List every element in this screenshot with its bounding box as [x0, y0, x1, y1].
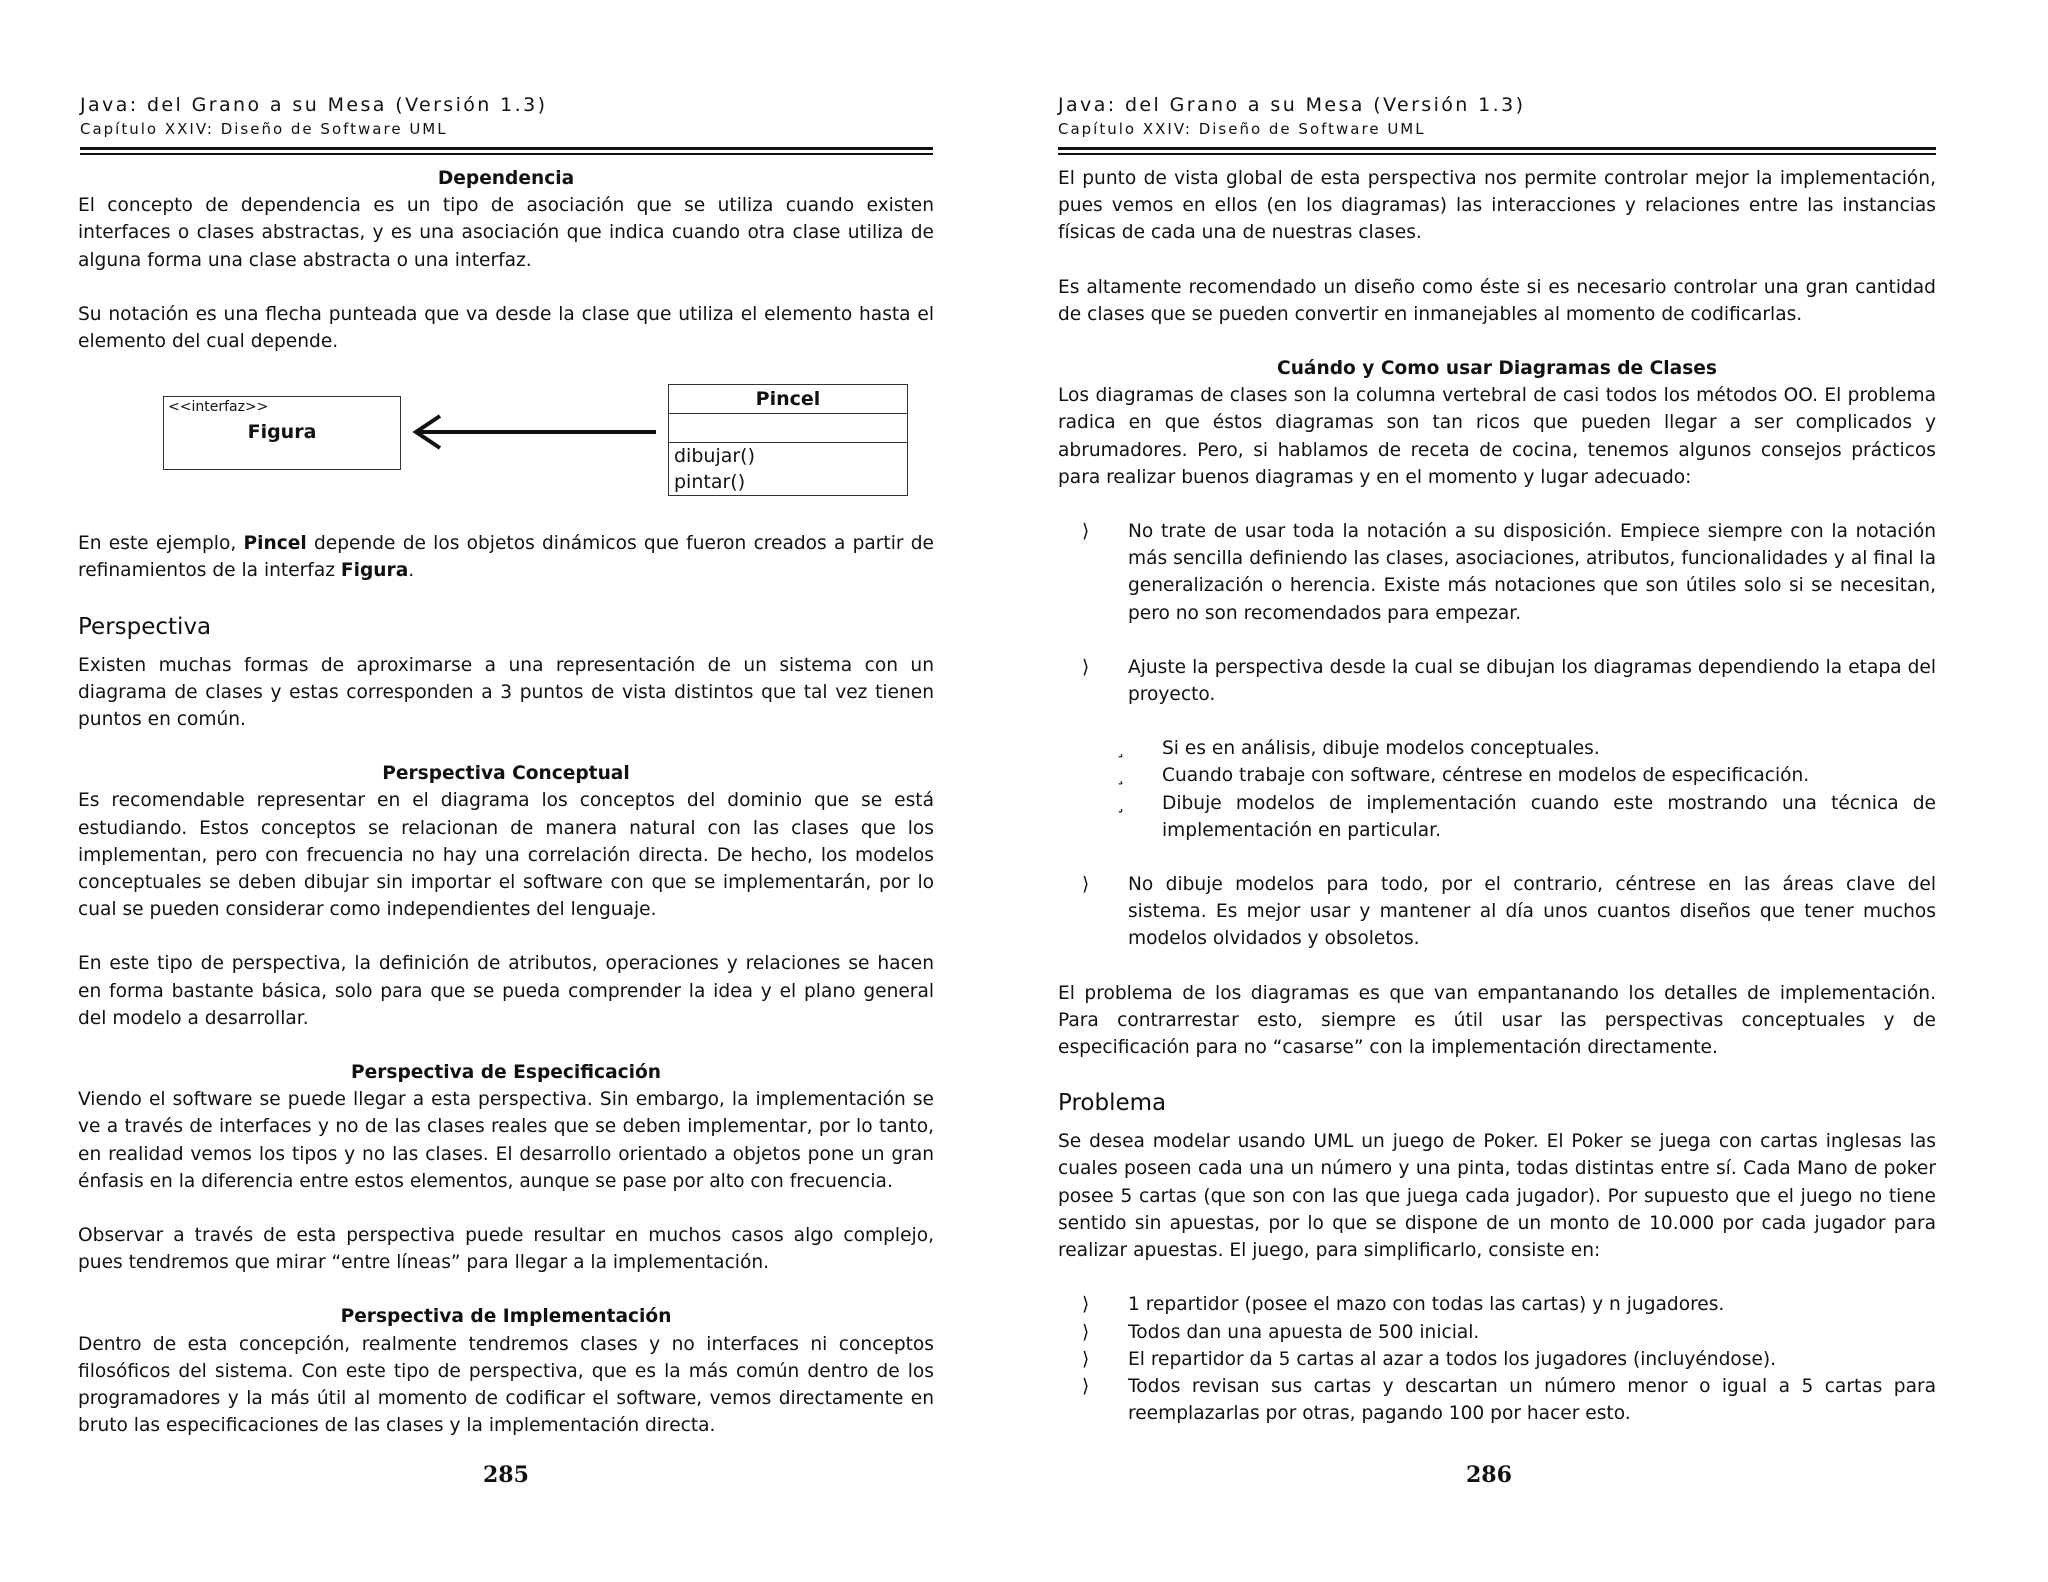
game-steps-list: [1058, 1291, 1936, 1427]
sub-bullet-marker: ¸: [1116, 738, 1126, 760]
bullet-marker: ⟩: [1082, 1348, 1090, 1370]
list-item-text: Dibuje modelos de implementación cuando este mostrando una técnica de implementación en particular.: [1162, 792, 1936, 841]
paragraph: Dentro de esta concepción, realmente tendremos clases y no interfaces ni conceptos filosóficos del sistema. Con este tipo de perspectiva, que es la más común dentro de los programadores y la más útil al momento de codificar el software, vemos directamente en bruto las especificaciones de las clases y la implementación directa.: [78, 1333, 934, 1437]
bullet-marker: ⟩: [1082, 874, 1090, 896]
bullet-marker: ⟩: [1082, 521, 1090, 543]
list-item: [1058, 790, 1936, 844]
pincel-class-name: Pincel: [669, 385, 907, 414]
paragraph: El concepto de dependencia es un tipo de asociación que se utiliza cuando existen interfaces o clases abstractas, y es una asociación que indica cuando otra clase utiliza de alguna forma una clase abstracta o una interfaz.: [78, 195, 934, 271]
header-rule: [80, 147, 933, 150]
perspective-sublist: [1058, 735, 1936, 844]
paragraph: Observar a través de esta perspectiva puede resultar en muchos casos algo complejo, pues tendremos que mirar “entre líneas” para llegar a la implementación.: [78, 1225, 934, 1274]
paragraph: Es recomendable representar en el diagrama los conceptos del dominio que se está estudiando. Estos conceptos se relacionan de manera natural con las clases que los implementan, pero con frecuencia no hay una correlación directa. De hecho, los modelos conceptuales se deben dibujar sin importar el software con que se implementarán, por lo cual se pueden considerar como independientes del lenguaje.: [78, 790, 934, 921]
text-run: depende de los objetos dinámicos que fueron creados a partir de refinamientos de la interfaz: [78, 533, 934, 582]
book-title: Java: del Grano a su Mesa (Versión 1.3): [1058, 94, 1526, 116]
bullet-marker: ⟩: [1082, 1294, 1090, 1316]
section-heading: Perspectiva de Implementación: [340, 1306, 672, 1328]
list-item: [1058, 1319, 1936, 1346]
paragraph: Existen muchas formas de aproximarse a una representación de un sistema con un diagrama de clases y estas corresponden a 3 puntos de vista distintos que tal vez tienen puntos en común.: [78, 654, 934, 731]
right-content: [1058, 165, 1936, 1427]
page-number: 286: [1466, 1462, 1512, 1488]
advice-list: [1058, 518, 1936, 708]
paragraph: Se desea modelar usando UML un juego de Poker. El Poker se juega con cartas inglesas las cuales poseen cada una un número y una pinta, todas distintas entre sí. Cada Mano de poker posee 5 cartas (que son con las que juega cada jugador). Por supuesto que el juego no tiene sentido sin apuestas, por lo que se dispone de un monto de 10.000 por cada jugador para realizar apuestas. El juego, para simplificarlo, consiste en:: [1058, 1131, 1936, 1262]
list-item: [1058, 1291, 1936, 1318]
list-item-text: Todos dan una apuesta de 500 inicial.: [1128, 1321, 1480, 1343]
left-content: [78, 165, 934, 1467]
section-title: Problema: [1058, 1090, 1167, 1117]
pincel-class-box: [668, 384, 908, 496]
paragraph: Viendo el software se puede llegar a esta perspectiva. Sin embargo, la implementación se ve a través de interfaces y no de las clases reales que se deben implementar, por lo tanto, en realidad vemos los tipos y no las clases. El desarrollo orientado a objetos pone un gran énfasis en la diferencia entre estos elementos, aunque se pase por alto con frecuencia.: [78, 1089, 934, 1192]
figura-interface-box: [163, 396, 401, 470]
section-heading: Cuándo y Como usar Diagramas de Clases: [1277, 358, 1717, 380]
paragraph: El problema de los diagramas es que van empantanando los detalles de implementación. Para contrarrestar esto, siempre es útil usar las perspectivas conceptuales y de especificación para no “casarse” con la implementación directamente.: [1058, 982, 1936, 1059]
header-rule: [80, 153, 933, 155]
paragraph: [78, 530, 934, 584]
bullet-marker: ⟩: [1082, 656, 1090, 678]
list-item: [1058, 735, 1936, 762]
chapter-title: Capítulo XXIV: Diseño de Software UML: [1058, 120, 1426, 138]
paragraph: Los diagramas de clases son la columna vertebral de casi todos los métodos OO. El problema radica en que éstos diagramas son tan ricos que pueden llegar a ser complicados y abrumadores. Pero, si hablamos de receta de cocina, tenemos algunos consejos prácticos para realizar buenos diagramas y en el momento y lugar adecuado:: [1058, 385, 1936, 488]
pincel-operation: dibujar(): [674, 445, 756, 468]
section-heading: Perspectiva de Especificación: [350, 1062, 662, 1084]
stereotype-label: <<interfaz>>: [168, 399, 269, 416]
header-rule: [1058, 153, 1936, 155]
bullet-marker: ⟩: [1082, 1321, 1090, 1343]
book-title: Java: del Grano a su Mesa (Versión 1.3): [80, 94, 548, 116]
figura-class-name: Figura: [247, 421, 317, 444]
header-rule: [1058, 147, 1936, 150]
list-item-text: No trate de usar toda la notación a su disposición. Empiece siempre con la notación más sencilla definiendo las clases, asociaciones, atributos, funcionalidades y al final la generalización o herencia. Existe más notaciones que son útiles solo si se necesitan, pero no son recomendados para empezar.: [1128, 521, 1936, 624]
list-item-text: El repartidor da 5 cartas al azar a todos los jugadores (incluyéndose).: [1128, 1348, 1777, 1370]
paragraph: Es altamente recomendado un diseño como éste si es necesario controlar una gran cantidad de clases que se pueden convertir en inmanejables al momento de codificarlas.: [1058, 276, 1936, 325]
pincel-operation: pintar(): [674, 471, 746, 494]
list-item-text: Ajuste la perspectiva desde la cual se dibujan los diagramas dependiendo la etapa del proyecto.: [1128, 656, 1936, 706]
bold-term: Figura: [340, 560, 409, 582]
right-page: [1024, 0, 2048, 1582]
list-item-text: Si es en análisis, dibuje modelos conceptuales.: [1162, 738, 1600, 760]
pincel-attributes: [669, 414, 907, 443]
list-item: [1058, 871, 1936, 953]
list-item: [1058, 1373, 1936, 1427]
dependency-arrow: [408, 412, 658, 452]
list-item-text: 1 repartidor (posee el mazo con todas las cartas) y n jugadores.: [1128, 1294, 1725, 1316]
advice-list: [1058, 871, 1936, 953]
bold-term: Pincel: [243, 533, 307, 555]
list-item-text: Todos revisan sus cartas y descartan un número menor o igual a 5 cartas para reemplazarlas por otras, pagando 100 por hacer esto.: [1128, 1375, 1936, 1425]
text-run: En este ejemplo,: [78, 533, 244, 555]
paragraph: Su notación es una flecha punteada que va desde la clase que utiliza el elemento hasta el elemento del cual depende.: [78, 303, 934, 353]
paragraph: En este tipo de perspectiva, la definición de atributos, operaciones y relaciones se hacen en forma bastante básica, solo para que se pueda comprender la idea y el plano general del modelo a desarrollar.: [78, 953, 934, 1029]
section-heading: Dependencia: [437, 168, 575, 189]
bullet-marker: ⟩: [1082, 1375, 1090, 1397]
section-heading: Perspectiva Conceptual: [382, 763, 630, 785]
page-number: 285: [483, 1462, 529, 1488]
sub-bullet-marker: ¸: [1116, 765, 1126, 787]
list-item: [1058, 518, 1936, 627]
text-run: .: [408, 560, 415, 582]
list-item-text: No dibuje modelos para todo, por el contrario, céntrese en las áreas clave del sistema. Es mejor usar y mantener al día unos cuantos diseños que tener muchos modelos olvidados y obsoletos.: [1128, 874, 1936, 950]
chapter-title: Capítulo XXIV: Diseño de Software UML: [80, 120, 448, 138]
paragraph: El punto de vista global de esta perspectiva nos permite controlar mejor la implementación, pues vemos en ellos (en los diagramas) las interacciones y relaciones entre las instancias físicas de cada una de nuestras clases.: [1058, 168, 1936, 244]
list-item: [1058, 654, 1936, 708]
dependency-diagram: [78, 382, 934, 502]
list-item: [1058, 762, 1936, 789]
section-title: Perspectiva: [78, 613, 212, 640]
list-item-text: Cuando trabaje con software, céntrese en modelos de especificación.: [1162, 765, 1810, 787]
sub-bullet-marker: ¸: [1116, 792, 1126, 814]
list-item: [1058, 1346, 1936, 1373]
